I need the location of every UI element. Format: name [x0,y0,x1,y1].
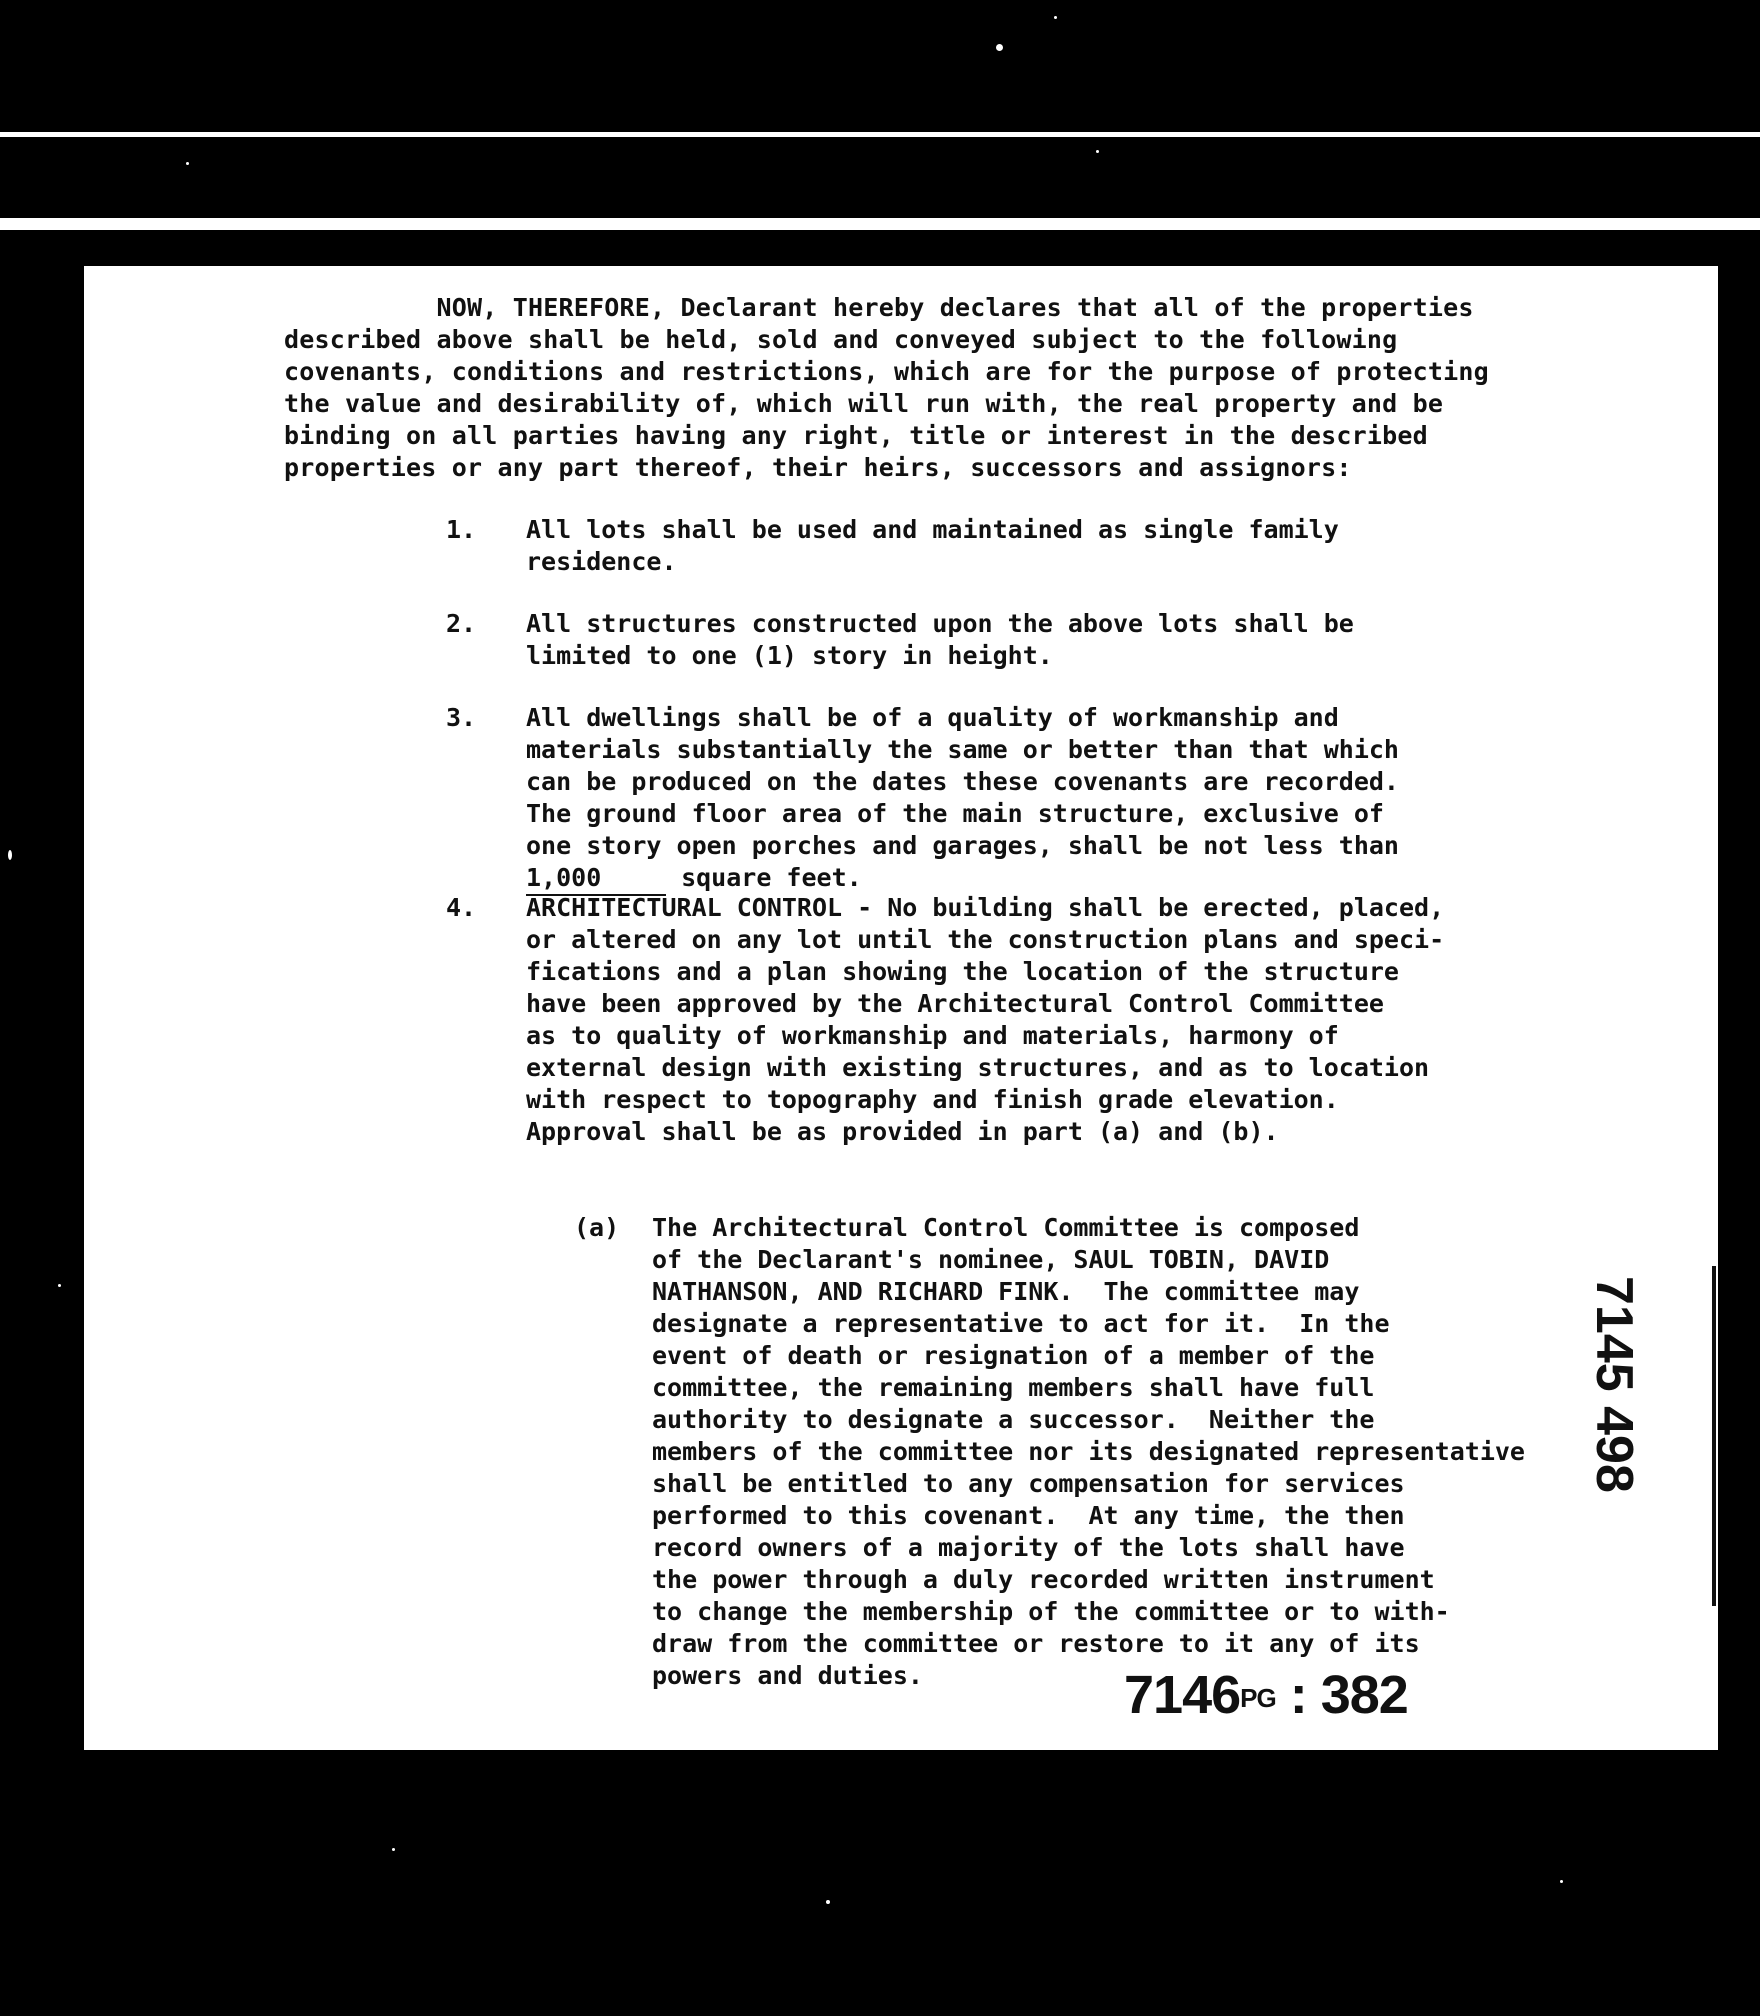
strike-through-line [1712,1266,1716,1606]
recording-stamp: 7146PG : 382 [1124,1665,1408,1725]
film-speck [1054,16,1057,19]
item-text [526,514,1339,578]
item-line: or altered on any lot until the construction plans and speci- [526,925,1445,954]
subitem-line: members of the committee nor its designated representative [652,1437,1525,1466]
film-band-lower [0,218,1760,230]
preamble-line: the value and desirability of, which will run with, the real property and be [284,389,1444,418]
subitem-line: event of death or resignation of a member of the [652,1341,1375,1370]
item-line: All dwellings shall be of a quality of workmanship and [526,703,1339,732]
subitem-line: performed to this covenant. At any time, the then [652,1501,1405,1530]
item-line: can be produced on the dates these covenants are recorded. [526,767,1399,796]
film-speck [1096,150,1099,153]
subitem-line: The Architectural Control Committee is composed [652,1213,1360,1242]
item-line: fications and a plan showing the location of the structure [526,957,1399,986]
item-line: materials substantially the same or better than that which [526,735,1399,764]
item-line: Approval shall be as provided in part (a) and (b). [526,1117,1279,1146]
film-speck [58,1284,61,1287]
preamble-line: binding on all parties having any right, title or interest in the described [284,421,1428,450]
subitem-line: authority to designate a successor. Neither the [652,1405,1375,1434]
item-line: All structures constructed upon the above lots shall be [526,609,1354,638]
preamble-line: properties or any part thereof, their heirs, successors and assignors: [284,453,1352,482]
item-line: limited to one (1) story in height. [526,641,1053,670]
stamp-book: 7146 [1124,1665,1241,1725]
item-line [526,862,1399,896]
subitem-text [652,1212,1525,1692]
item-number: 2. [446,609,477,638]
area-unit: square feet. [681,863,862,892]
item-text [526,892,1444,1148]
film-speck [8,850,12,860]
subitem-line: to change the membership of the committee or to with- [652,1597,1450,1626]
film-speck [392,1848,395,1851]
film-speck [186,162,189,165]
margin-book-page-note: 7145 498 [1585,1276,1643,1493]
film-speck [826,1900,830,1904]
item-text [526,702,1399,896]
subitem-line: powers and duties. [652,1661,923,1690]
item-line: external design with existing structures, and as to location [526,1053,1430,1082]
subitem-line: record owners of a majority of the lots shall have [652,1533,1405,1562]
preamble-line: covenants, conditions and restrictions, which are for the purpose of protecting [284,357,1489,386]
preamble-line: described above shall be held, sold and conveyed subject to the following [284,325,1398,354]
film-speck [996,44,1003,51]
subitem-label: (a) [574,1213,620,1242]
subitem-line: of the Declarant's nominee, SAUL TOBIN, DAVID [652,1245,1330,1274]
subitem-line: committee, the remaining members shall have full [652,1373,1375,1402]
item-line: ARCHITECTURAL CONTROL - No building shall be erected, placed, [526,893,1445,922]
area-value: 1,000 [526,862,666,896]
subitem-line: NATHANSON, AND RICHARD FINK. The committee may [652,1277,1360,1306]
item-line: The ground floor area of the main structure, exclusive of [526,799,1384,828]
item-line: with respect to topography and finish grade elevation. [526,1085,1339,1114]
subitem-line: draw from the committee or restore to it any of its [652,1629,1420,1658]
film-band-top [0,132,1760,137]
preamble-paragraph [284,292,1614,484]
preamble-line: NOW, THEREFORE, Declarant hereby declares that all of the properties [284,293,1474,322]
item-number: 4. [446,893,477,922]
film-speck [1560,1880,1563,1883]
item-text [526,608,1354,672]
item-number: 3. [446,703,477,732]
subitem-line: the power through a duly recorded written instrument [652,1565,1435,1594]
stamp-mark: PG [1240,1683,1276,1714]
pencil-mark [394,516,400,532]
item-line: All lots shall be used and maintained as single family [526,515,1339,544]
item-line: have been approved by the Architectural Control Committee [526,989,1384,1018]
stamp-page: 382 [1320,1665,1408,1725]
subitem-line: designate a representative to act for it. In the [652,1309,1390,1338]
item-line: as to quality of workmanship and materials, harmony of [526,1021,1339,1050]
subitem-line: shall be entitled to any compensation for services [652,1469,1405,1498]
item-line: one story open porches and garages, shall be not less than [526,831,1399,860]
item-number: 1. [446,515,477,544]
scanned-document-page [84,266,1718,1750]
item-line: residence. [526,547,677,576]
